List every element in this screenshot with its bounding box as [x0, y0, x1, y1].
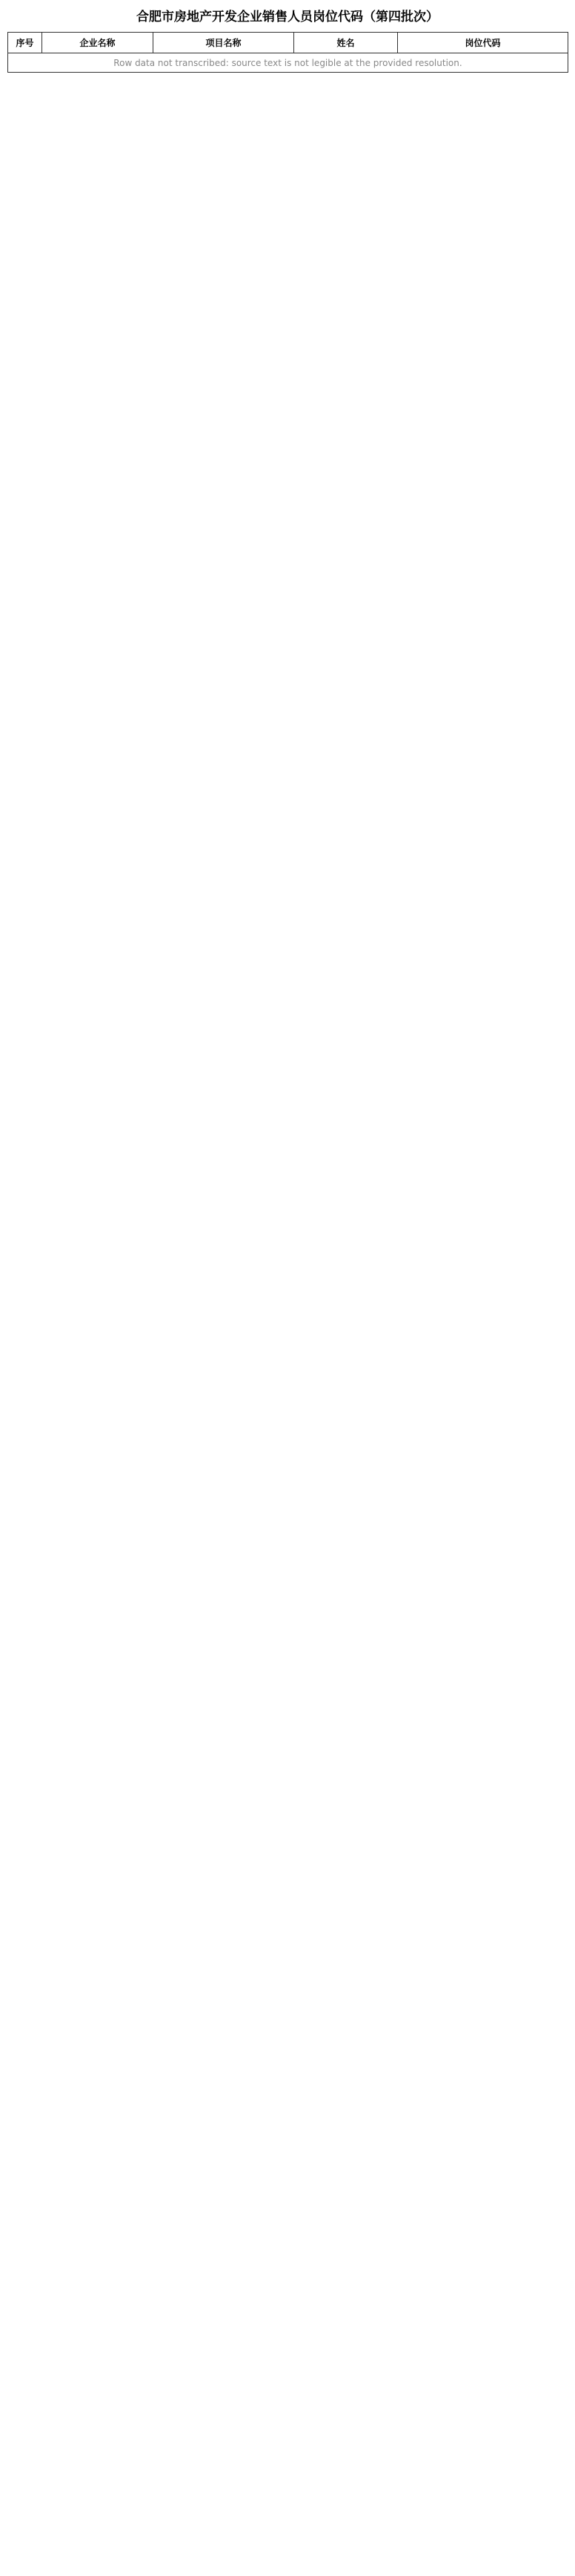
roster-table: [7, 32, 568, 73]
header-company: 企业名称: [42, 33, 153, 53]
header-row: [8, 33, 568, 53]
page: [0, 0, 575, 73]
header-code: 岗位代码: [398, 33, 568, 53]
empty-row: [8, 53, 568, 73]
header-name: 姓名: [294, 33, 398, 53]
document-title: 合肥市房地产开发企业销售人员岗位代码（第四批次）: [136, 10, 439, 24]
header-project: 项目名称: [153, 33, 294, 53]
empty-note: Row data not transcribed: source text is not legible at the provided resolution.: [8, 53, 568, 73]
roster-body: [8, 53, 568, 73]
header-index: 序号: [8, 33, 42, 53]
